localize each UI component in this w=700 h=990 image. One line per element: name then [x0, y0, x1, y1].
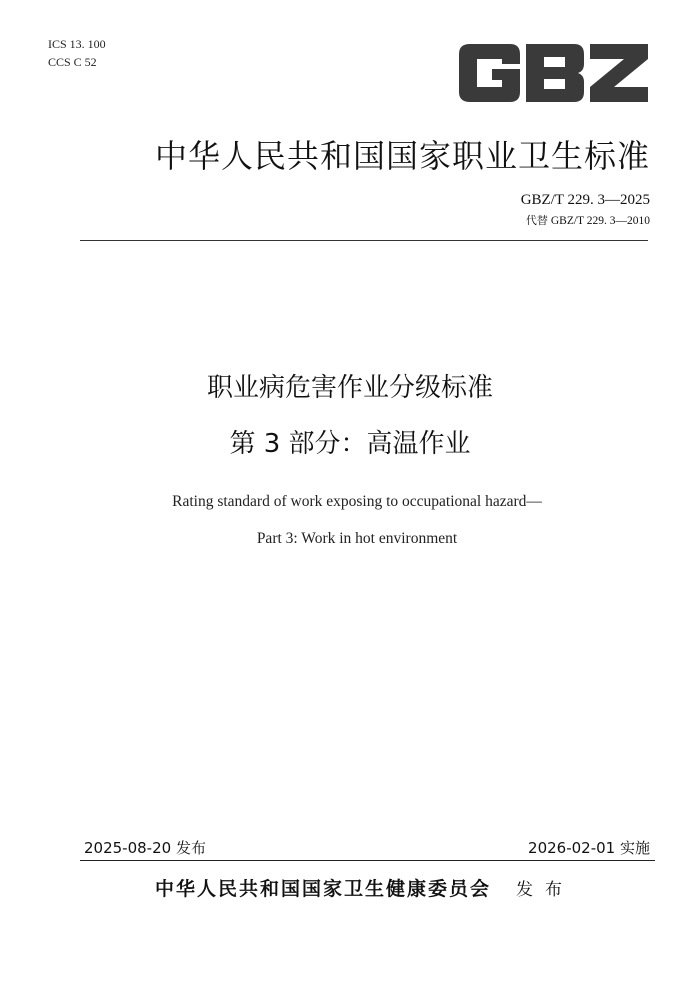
title-en-part: Part 3: Work in hot environment — [256, 530, 458, 547]
replaces-label: 代替 — [525, 214, 548, 227]
header-divider — [80, 240, 648, 241]
title-cn-main: 职业病危害作业分级标准 — [206, 373, 493, 403]
gbz-logo — [456, 42, 650, 104]
ccs-code: CCS C 52 — [48, 55, 97, 69]
issuing-authority: 中华人民共和国国家卫生健康委员会 — [155, 878, 492, 900]
issue-action: 发布 — [516, 880, 574, 900]
standard-type-title: 中华人民共和国国家职业卫生标准 — [154, 137, 650, 175]
issue-date: 2025-08-20 发布 — [84, 839, 206, 857]
ics-code: ICS 13. 100 — [48, 37, 106, 51]
footer-divider — [80, 860, 655, 861]
title-en-main: Rating standard of work exposing to occupational hazard— — [172, 493, 542, 510]
title-cn-part: 第 3 部分：高温作业 — [229, 429, 471, 459]
replaces-number: GBZ/T 229. 3—2010 — [550, 215, 650, 227]
replaces-line — [526, 213, 650, 229]
standard-number: GBZ/T 229. 3—2025 — [520, 192, 650, 208]
implementation-date: 2026-02-01 实施 — [528, 839, 650, 857]
